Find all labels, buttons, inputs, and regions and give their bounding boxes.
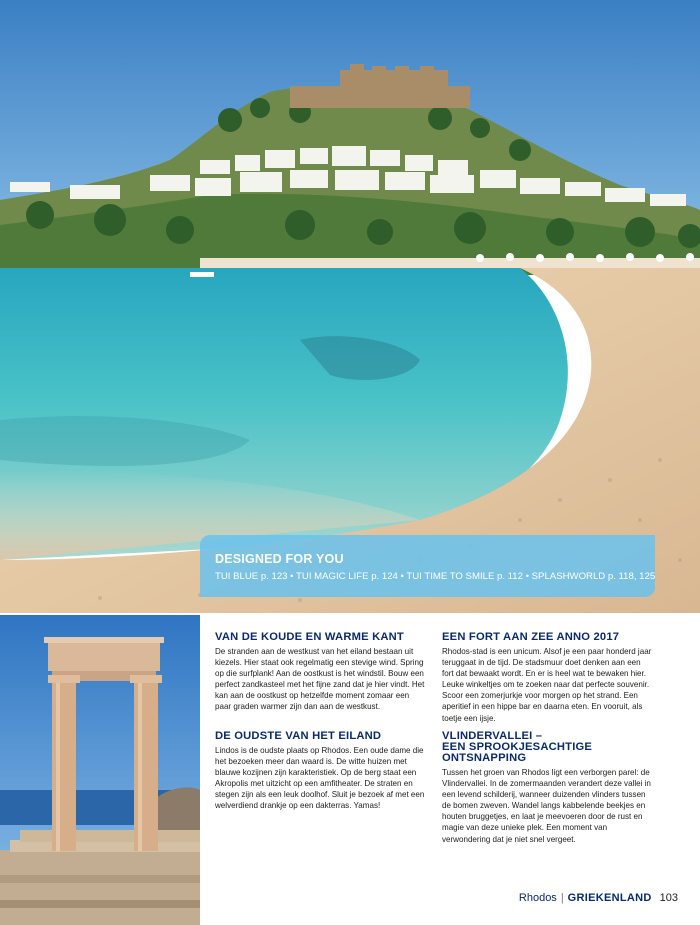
temple-photo-lindos-acropolis <box>0 615 200 925</box>
section-title <box>442 731 654 764</box>
footer-region: Rhodos <box>518 892 557 904</box>
banner-hotel-list: TUI BLUE p. 123 • TUI MAGIC LIFE p. 124 • TUI TIME TO SMILE p. 112 • SPLASHWORLD p. 118, 125 <box>215 571 656 582</box>
section-body: Lindos is de oudste plaats op Rhodos. Een oude dame die het bezoeken meer dan waard is. De witte huizen met blauwe kozijnen zijn karakteristiek. Op de berg staat een Akropolis met uitzicht op een amfitheater. De straten en stegen zijn als een leuk doolhof. Sluit je bezoek af met een welverdiend drankje op een dakterras. Yamas! <box>215 746 425 811</box>
footer-separator: | <box>560 892 564 904</box>
section-title: DE OUDSTE VAN HET EILAND <box>215 730 382 742</box>
section-title: VAN DE KOUDE EN WARME KANT <box>215 631 404 643</box>
page-footer <box>519 892 678 904</box>
section-body: Tussen het groen van Rhodos ligt een verborgen parel: de Vlindervallei. In de zomermaanden verandert deze vallei in een levend schilderij, wanneer duizenden vlinders tussen de bomen zweven. Wandel langs kabbelende beekjes en houten bruggetjes, en laat je meevoeren door de rust en magie van deze unieke plek. Een moment van verwondering dat je niet snel vergeet. <box>442 768 651 844</box>
section-title-line: VLINDERVALLEI – <box>442 730 543 742</box>
section-vlindervallei <box>442 731 654 845</box>
section-fort-aan-zee <box>442 632 654 724</box>
page-number: 103 <box>659 892 678 904</box>
section-title: EEN FORT AAN ZEE ANNO 2017 <box>442 631 620 643</box>
section-oudste-eiland <box>215 731 427 812</box>
temple-columns-image <box>0 615 200 925</box>
section-body: De stranden aan de westkust van het eiland bestaan uit kiezels. Hier staat ook regelmatig een stevige wind. Spring op die surfplank! Aan de oostkust is het windstil. Bouw een perfect zandkasteel met het fijne zand dat je hier vindt. Het kan aan de oostkust op hetzelfde moment zomaar een paar graden warmer zijn dan aan de westkust. <box>215 647 425 712</box>
footer-country: GRIEKENLAND <box>567 892 652 904</box>
designed-for-you-banner <box>200 535 655 597</box>
section-body: Rhodos-stad is een unicum. Alsof je een paar honderd jaar teruggaat in de tijd. De stadsmuur doet denken aan een fort dat bewaakt wordt. En er is heel wat te bewaken hier. Leuke winkeltjes om te zoeken naar dat perfecte souvenir. Scoor een zomerjurkje voor morgen op het strand. Een aperitief in een hippe bar en daarna eten. En vooruit, als toetje een ijsje. <box>442 647 652 723</box>
section-title-line: EEN SPROOKJESACHTIGE <box>442 741 593 753</box>
section-koude-warme-kant <box>215 632 427 713</box>
section-title-line: ONTSNAPPING <box>442 752 527 764</box>
banner-title: DESIGNED FOR YOU <box>215 552 344 566</box>
